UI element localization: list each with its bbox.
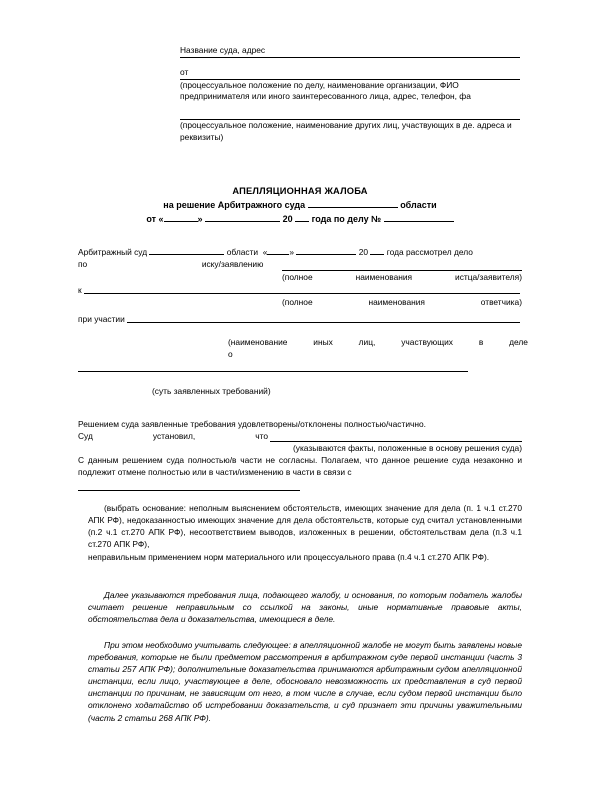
established-word: установил, (152, 431, 196, 441)
court-name-label: Название суда, адрес (180, 45, 266, 55)
decision-statement-line: Решением суда заявленные требования удовлетворены/отклонены полностью/частично. (78, 419, 426, 429)
intro-claim-label: иску/заявлению (201, 259, 264, 270)
op-caption-other: иных (313, 337, 333, 347)
op-caption-case: деле (509, 337, 528, 347)
year-blank[interactable] (295, 221, 309, 222)
participants-label: при участии (78, 314, 125, 325)
instruction-note-1: Далее указываются требования лица, подающего жалобу, и основания, по которым податель жалобы считает решение неправильным со ссылкой на законы, иные нормативные правовые акты, обстоятельства дела и доказательства, имеющиеся в деле. (88, 590, 522, 625)
facts-blank[interactable] (270, 441, 522, 442)
defendant-blank[interactable] (84, 293, 520, 294)
page-title: АПЕЛЛЯЦИОННАЯ ЖАЛОБА (232, 186, 368, 196)
grounds-explanation: (выбрать основание: неполным выяснением обстоятельств, имеющих значение для дела (п. 1 ч.1 ст.270 АПК РФ), недоказанностью имеющих значение для дела обстоятельств, которые суд считал установленными (п.2 ч.1 ст.270 АПК РФ), несоответствием выводов, изложенных в решении, обстоятельствам дела (п.3 ч.1 ст.270 АПК РФ), (88, 503, 522, 550)
title-region-suffix: области (400, 200, 437, 210)
intro-year-prefix: 20 (358, 247, 369, 257)
court-word: Суд (78, 431, 93, 441)
grounds-explanation-2: неправильным применением норм материального или процессуального права (п.4 ч.1 ст.270 АПК РФ). (88, 552, 490, 562)
claims-essence-blank[interactable] (78, 371, 468, 372)
intro-line-3 (78, 284, 522, 296)
addressee-header-block (180, 44, 520, 143)
plaintiff-caption-row (282, 270, 522, 283)
intro-month-blank[interactable] (296, 254, 356, 255)
title-quote-close: » (197, 214, 203, 224)
op-caption-persons: лиц, (358, 337, 376, 347)
defendant-caption-full: (полное (282, 297, 313, 308)
intro-quote-open: « (262, 247, 268, 257)
title-decision-prefix: на решение Арбитражного суда (163, 200, 306, 210)
grounds-blank[interactable] (78, 490, 300, 491)
intro-considered-case: года рассмотрел дело (386, 247, 473, 257)
intro-line-4 (78, 313, 522, 325)
title-subline-2 (70, 212, 530, 226)
court-region-blank[interactable] (308, 207, 398, 208)
intro-year-blank[interactable] (370, 254, 384, 255)
intro-against-label: к (78, 284, 82, 295)
from-label: от (180, 67, 189, 77)
plaintiff-caption-full: (полное (282, 271, 313, 282)
defendant-caption-name: наименования (368, 297, 425, 308)
court-established-line (78, 431, 268, 443)
that-word: что (255, 431, 268, 441)
participants-blank[interactable] (127, 322, 520, 323)
title-case-label: года по делу № (311, 214, 382, 224)
intro-by-label: по (78, 259, 88, 270)
from-field[interactable] (180, 66, 520, 80)
plaintiff-caption-role: истца/заявителя) (455, 271, 522, 282)
document-title-block (70, 185, 530, 226)
day-blank[interactable] (164, 221, 198, 222)
intro-region-suffix: области (226, 247, 259, 257)
facts-caption: (указываются факты, положенные в основу решения суда) (292, 443, 522, 453)
op-caption-tail: о (228, 349, 233, 359)
disagreement-paragraph: С данным решением суда полностью/в части не согласны. Полагаем, что данное решение суда незаконно и подлежит отмене полностью или в части/изменению в части в связи с (78, 455, 522, 477)
title-year-prefix: 20 (282, 214, 293, 224)
op-caption-name: (наименование (228, 337, 288, 347)
arbitration-court-label: Арбитражный суд (78, 247, 148, 257)
instruction-note-2: При этом необходимо учитывать следующее: в апелляционной жалобе не могут быть заявлены новые требования, которые не были предметом рассмотрения в арбитражном суде первой инстанции (часть 3 статьи 257 АПК РФ); дополнительные доказательства принимаются арбитражным судом апелляционной инстанции, если лицо, участвующее в деле, обосновало невозможность их представления в суд первой инстанции по причинам, не зависящим от него, в том числе в случае, если судом первой инстанции было отклонено ходатайство об истребовании доказательств, и суд признает эти причины уважительными (часть 2 статьи 268 АПК РФ). (88, 640, 522, 723)
intro-line-1 (78, 246, 522, 258)
from-field-note: (процессуальное положение по делу, наименование организации, ФИО предпринимателя или иного заинтересованного лица, адрес, телефон, фа (180, 80, 471, 102)
defendant-caption-role: ответчика) (480, 297, 522, 308)
intro-day-blank[interactable] (267, 254, 289, 255)
other-participants-caption (228, 336, 528, 360)
intro-region-blank[interactable] (149, 254, 224, 255)
header-spacer (180, 58, 520, 66)
defendant-caption-row (282, 296, 522, 308)
header-spacer-2 (180, 102, 520, 110)
plaintiff-caption-name: наименования (355, 271, 413, 282)
other-persons-field[interactable] (180, 110, 520, 120)
intro-quote-close: » (289, 247, 295, 257)
case-number-blank[interactable] (384, 221, 454, 222)
claims-essence-caption: (суть заявленных требований) (152, 386, 271, 396)
op-caption-participating: участвующих (401, 337, 453, 347)
month-blank[interactable] (205, 221, 280, 222)
case-details-block (78, 246, 522, 326)
other-persons-note: (процессуальное положение, наименование других лиц, участвующих в де. адреса и реквизиты) (180, 120, 512, 142)
op-caption-in: в (478, 337, 484, 347)
title-subline-1 (70, 198, 530, 212)
title-date-prefix: от « (146, 214, 164, 224)
court-name-field[interactable] (180, 44, 520, 58)
